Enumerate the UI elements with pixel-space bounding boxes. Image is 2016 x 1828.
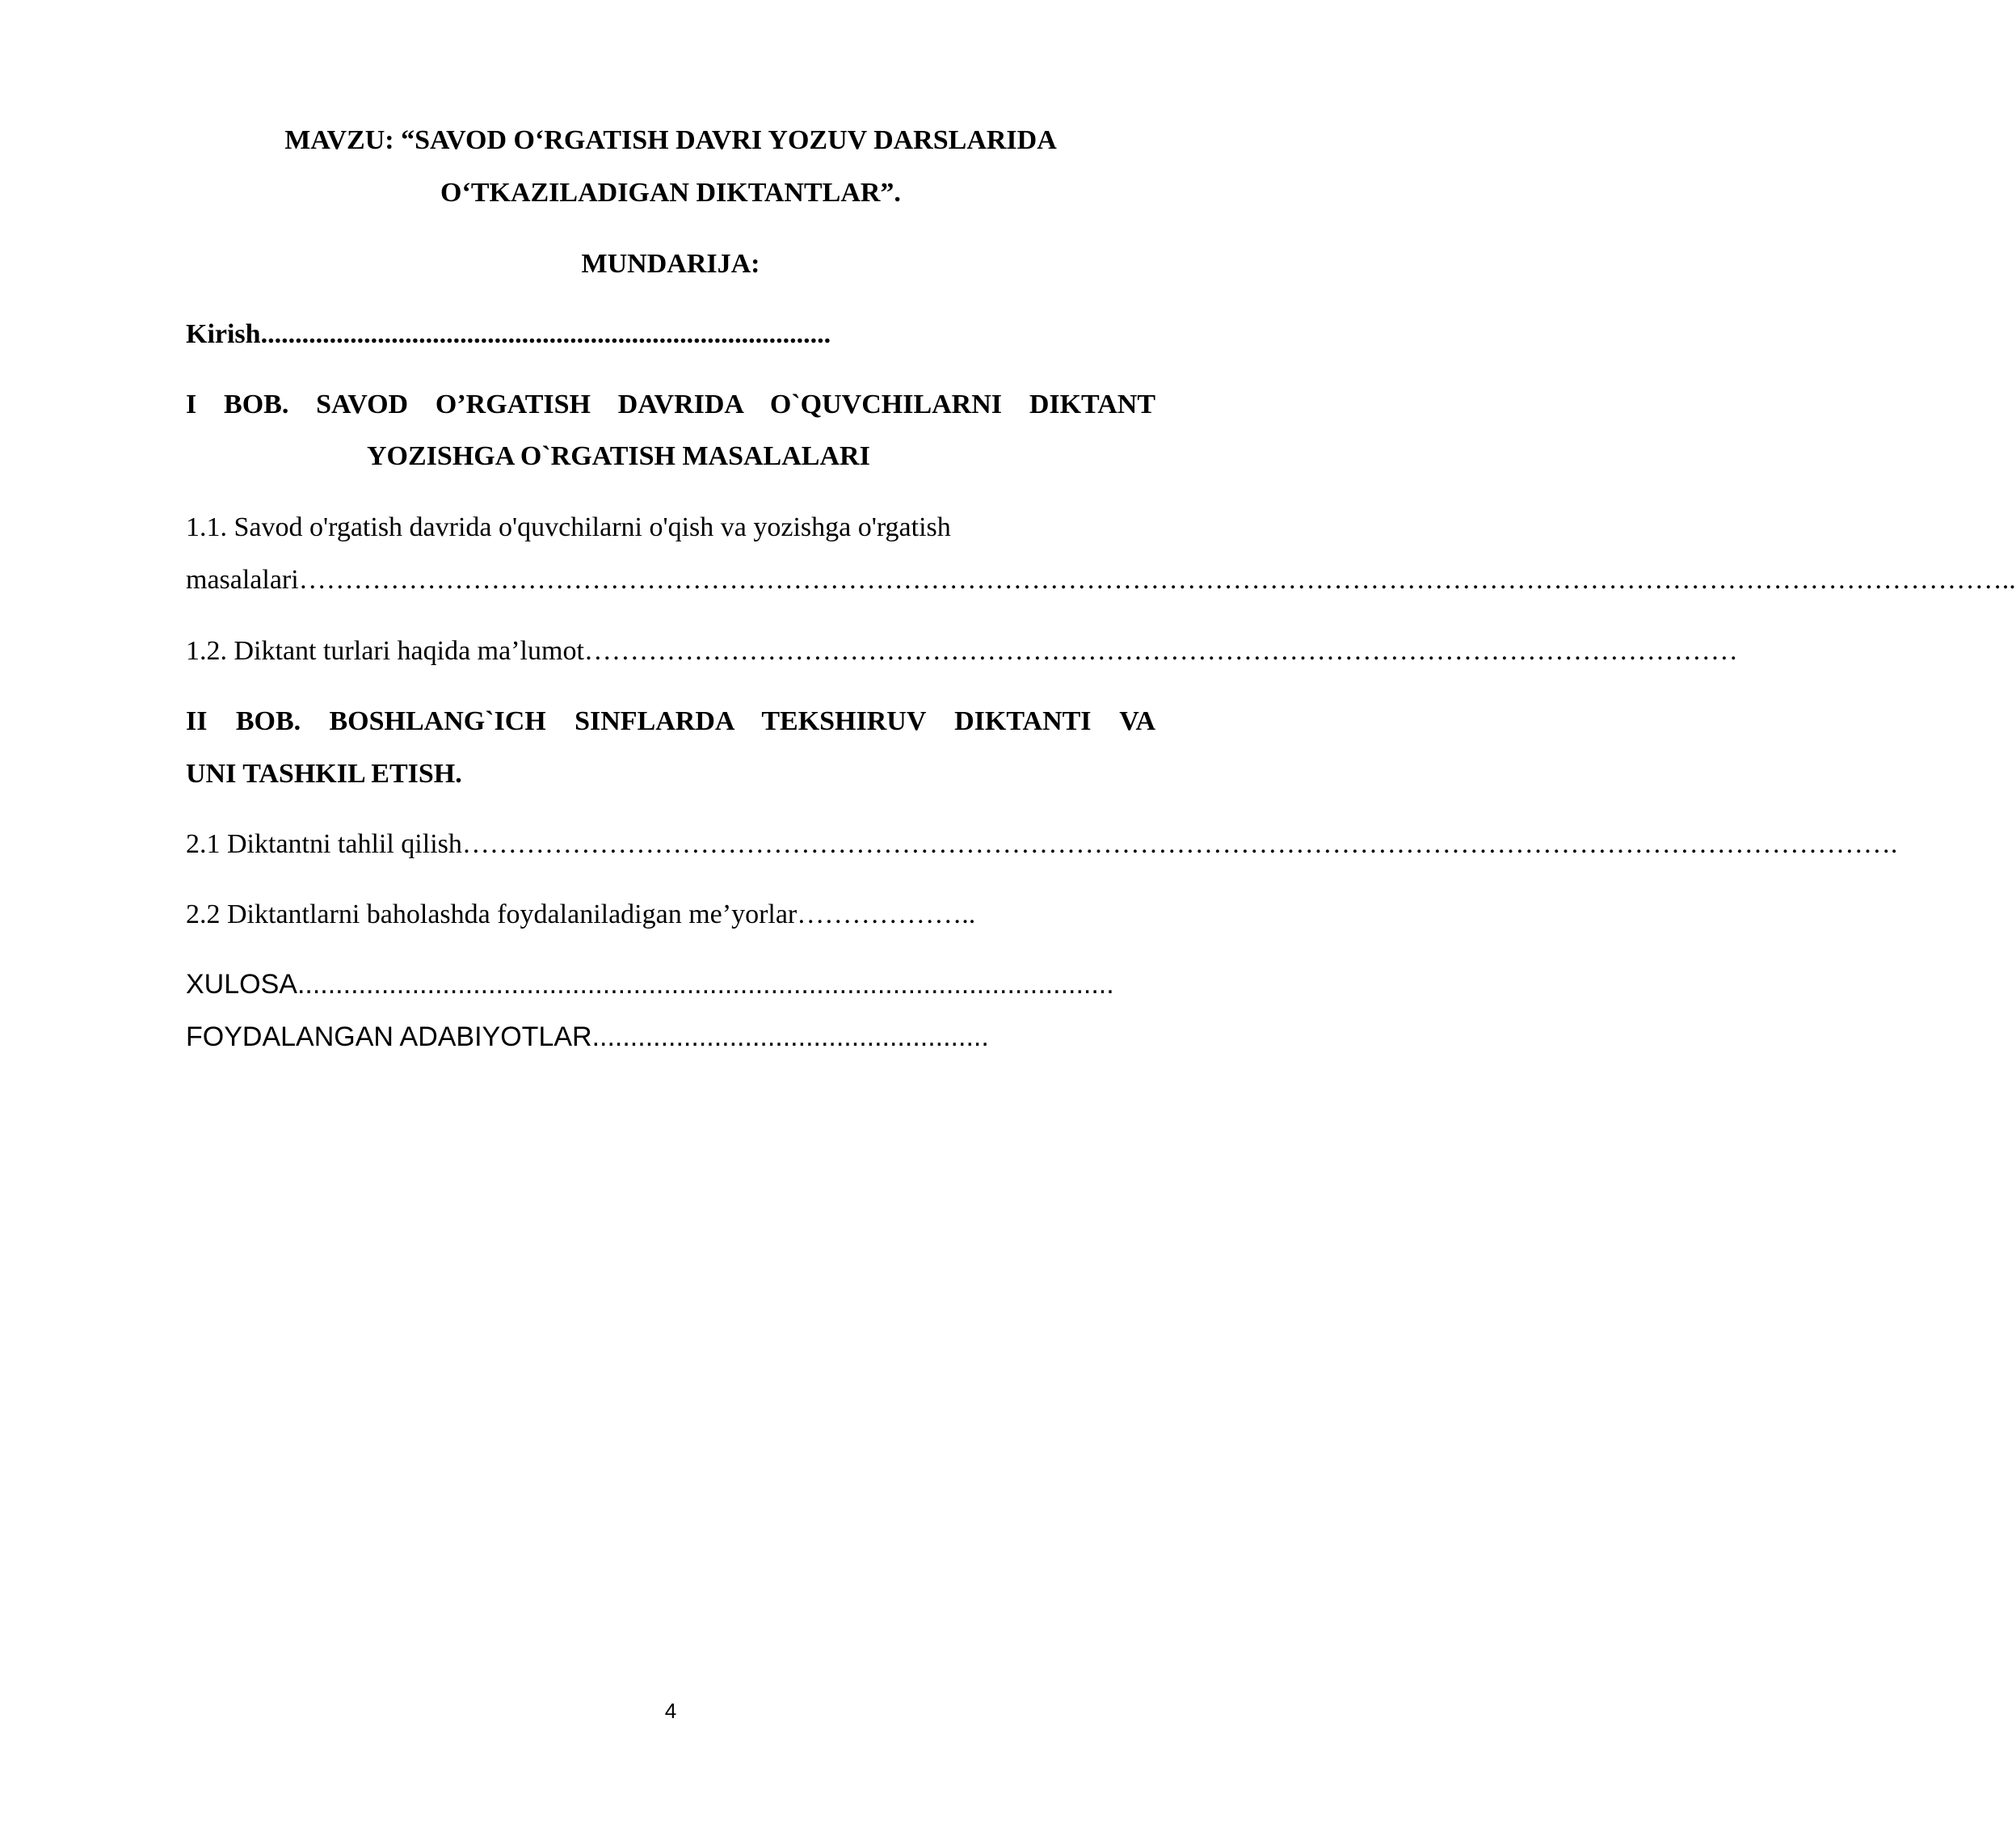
document-title-line-1: MAVZU: “SAVOD O‘RGATISH DAVRI YOZUV DARSLARIDA — [284, 125, 1057, 155]
document-title-line-2: O‘TKAZILADIGAN DIKTANTLAR”. — [440, 178, 901, 208]
toc-conclusion: XULOSA........................................................................................................... — [186, 969, 1114, 1000]
toc-chapter-1-line-2: YOZISHGA O`RGATISH MASALALARI — [367, 441, 870, 471]
page-number: 4 — [664, 1699, 677, 1723]
toc-chapter-2-line-1: II BOB. BOSHLANG`ICH SINFLARDA TEKSHIRUV DIKTANTI VA — [186, 706, 1155, 736]
toc-section-2-2: 2.2 Diktantlarni baholashda foydalaniladigan me’yorlar……………….. — [186, 899, 976, 929]
toc-chapter-2-line-2: UNI TASHKIL ETISH. — [186, 759, 462, 789]
toc-section-1-1-line-1: 1.1. Savod o'rgatish davrida o'quvchilarni o'qish va yozishga o'rgatish — [186, 512, 951, 542]
toc-references: FOYDALANGAN ADABIYOTLAR.................................................... — [186, 1021, 989, 1052]
toc-chapter-1-line-1: I BOB. SAVOD O’RGATISH DAVRIDA O`QUVCHILARNI DIKTANT — [186, 390, 1155, 419]
toc-section-1-1-line-2: masalalari…………………………………………………………………………………………………………………………………………………………………….. — [186, 565, 2016, 595]
toc-intro: Kirish................................................................................... — [186, 319, 831, 349]
toc-section-1-2: 1.2. Diktant turlari haqida ma’lumot……………………………………………………………………………………………………………… — [186, 636, 1738, 666]
toc-heading: MUNDARIJA: — [581, 249, 760, 279]
toc-section-2-1: 2.1 Diktantni tahlil qilish…………………………………………………………………………………………………………………………………………. — [186, 829, 1898, 859]
